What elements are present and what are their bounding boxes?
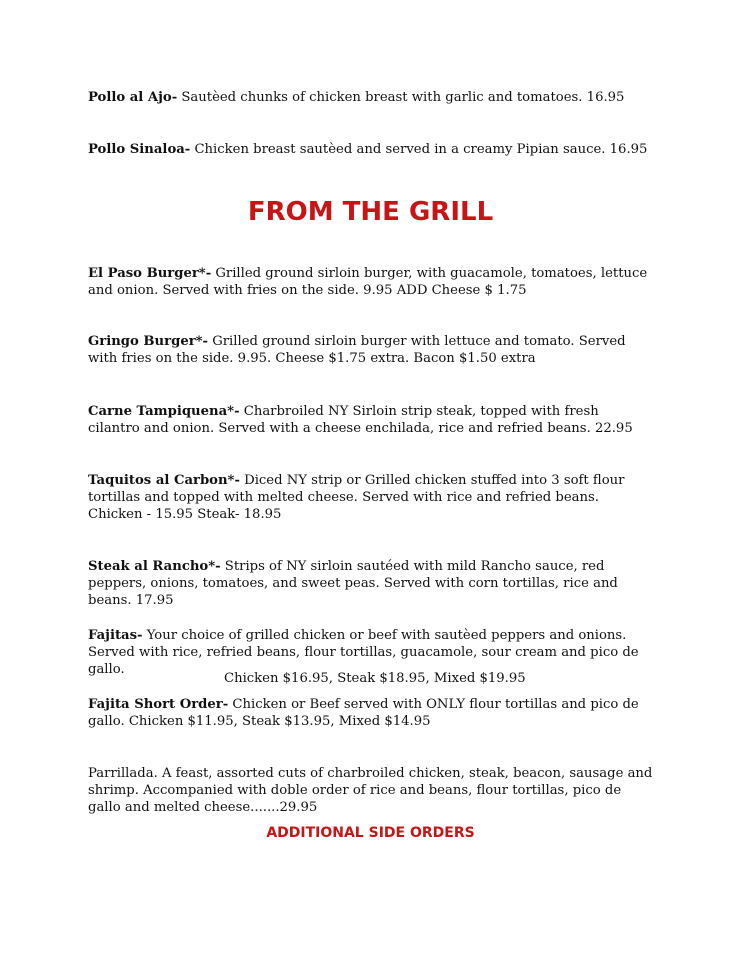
item-name: Taquitos al Carbon*-: [88, 473, 240, 488]
item-name: Fajita Short Order-: [88, 697, 229, 712]
menu-item-steak-al-rancho: [88, 558, 654, 609]
section-heading-side-orders: ADDITIONAL SIDE ORDERS: [266, 825, 475, 841]
item-name: Pollo al Ajo-: [88, 90, 178, 105]
item-description: Chicken or Beef served with ONLY flour tortillas and pico de gallo. Chicken $11.95, Steak $13.95, Mixed $14.95: [88, 697, 639, 729]
fajita-prices: Chicken $16.95, Steak $18.95, Mixed $19.95: [224, 671, 526, 686]
item-description: Chicken breast sautèed and served in a creamy Pipian sauce. 16.95: [190, 142, 648, 157]
menu-item-pollo-sinaloa: [88, 141, 654, 158]
menu-item-parrillada: Parrillada. A feast, assorted cuts of charbroiled chicken, steak, beacon, sausage and shrimp. Accompanied with doble order of rice and beans, flour tortillas, pico de gallo and melted cheese.......29.95: [88, 766, 653, 815]
menu-item-carne-tampiquena: [88, 403, 654, 437]
menu-item-taquitos-al-carbon: [88, 472, 654, 523]
item-name: Pollo Sinaloa-: [88, 142, 191, 157]
item-name: Steak al Rancho*-: [88, 559, 221, 574]
menu-item-fajita-short-order: [88, 696, 654, 730]
item-description: Diced NY strip or Grilled chicken stuffed into 3 soft flour tortillas and topped with melted cheese. Served with rice and refried beans. Chicken - 15.95 Steak- 18.95: [88, 473, 625, 522]
menu-item-gringo-burger: [88, 333, 654, 367]
item-description: Your choice of grilled chicken or beef with sautèed peppers and onions. Served with rice, refried beans, flour tortillas, guacamole, sour cream and pico de gallo.: [88, 628, 639, 677]
item-description: Grilled ground sirloin burger, with guacamole, tomatoes, lettuce and onion. Served with fries on the side. 9.95 ADD Cheese $ 1.75: [88, 266, 648, 298]
menu-item-el-paso-burger: [88, 265, 654, 299]
item-name: El Paso Burger*-: [88, 266, 212, 281]
item-name: Carne Tampiquena*-: [88, 404, 240, 419]
item-description: Strips of NY sirloin sautéed with mild Rancho sauce, red peppers, onions, tomatoes, and sweet peas. Served with corn tortillas, rice and beans. 17.95: [88, 559, 618, 608]
section-heading-grill: FROM THE GRILL: [247, 197, 494, 227]
item-description: Grilled ground sirloin burger with lettuce and tomato. Served with fries on the side. 9.95. Cheese $1.75 extra. Bacon $1.50 extra: [88, 334, 626, 366]
menu-item-pollo-al-ajo: [88, 89, 654, 106]
item-name: Fajitas-: [88, 628, 143, 643]
item-name: Gringo Burger*-: [88, 334, 209, 349]
item-description: Sautèed chunks of chicken breast with garlic and tomatoes. 16.95: [177, 90, 625, 105]
item-description: Charbroiled NY Sirloin strip steak, topped with fresh cilantro and onion. Served with a cheese enchilada, rice and refried beans. 22.95: [88, 404, 633, 436]
